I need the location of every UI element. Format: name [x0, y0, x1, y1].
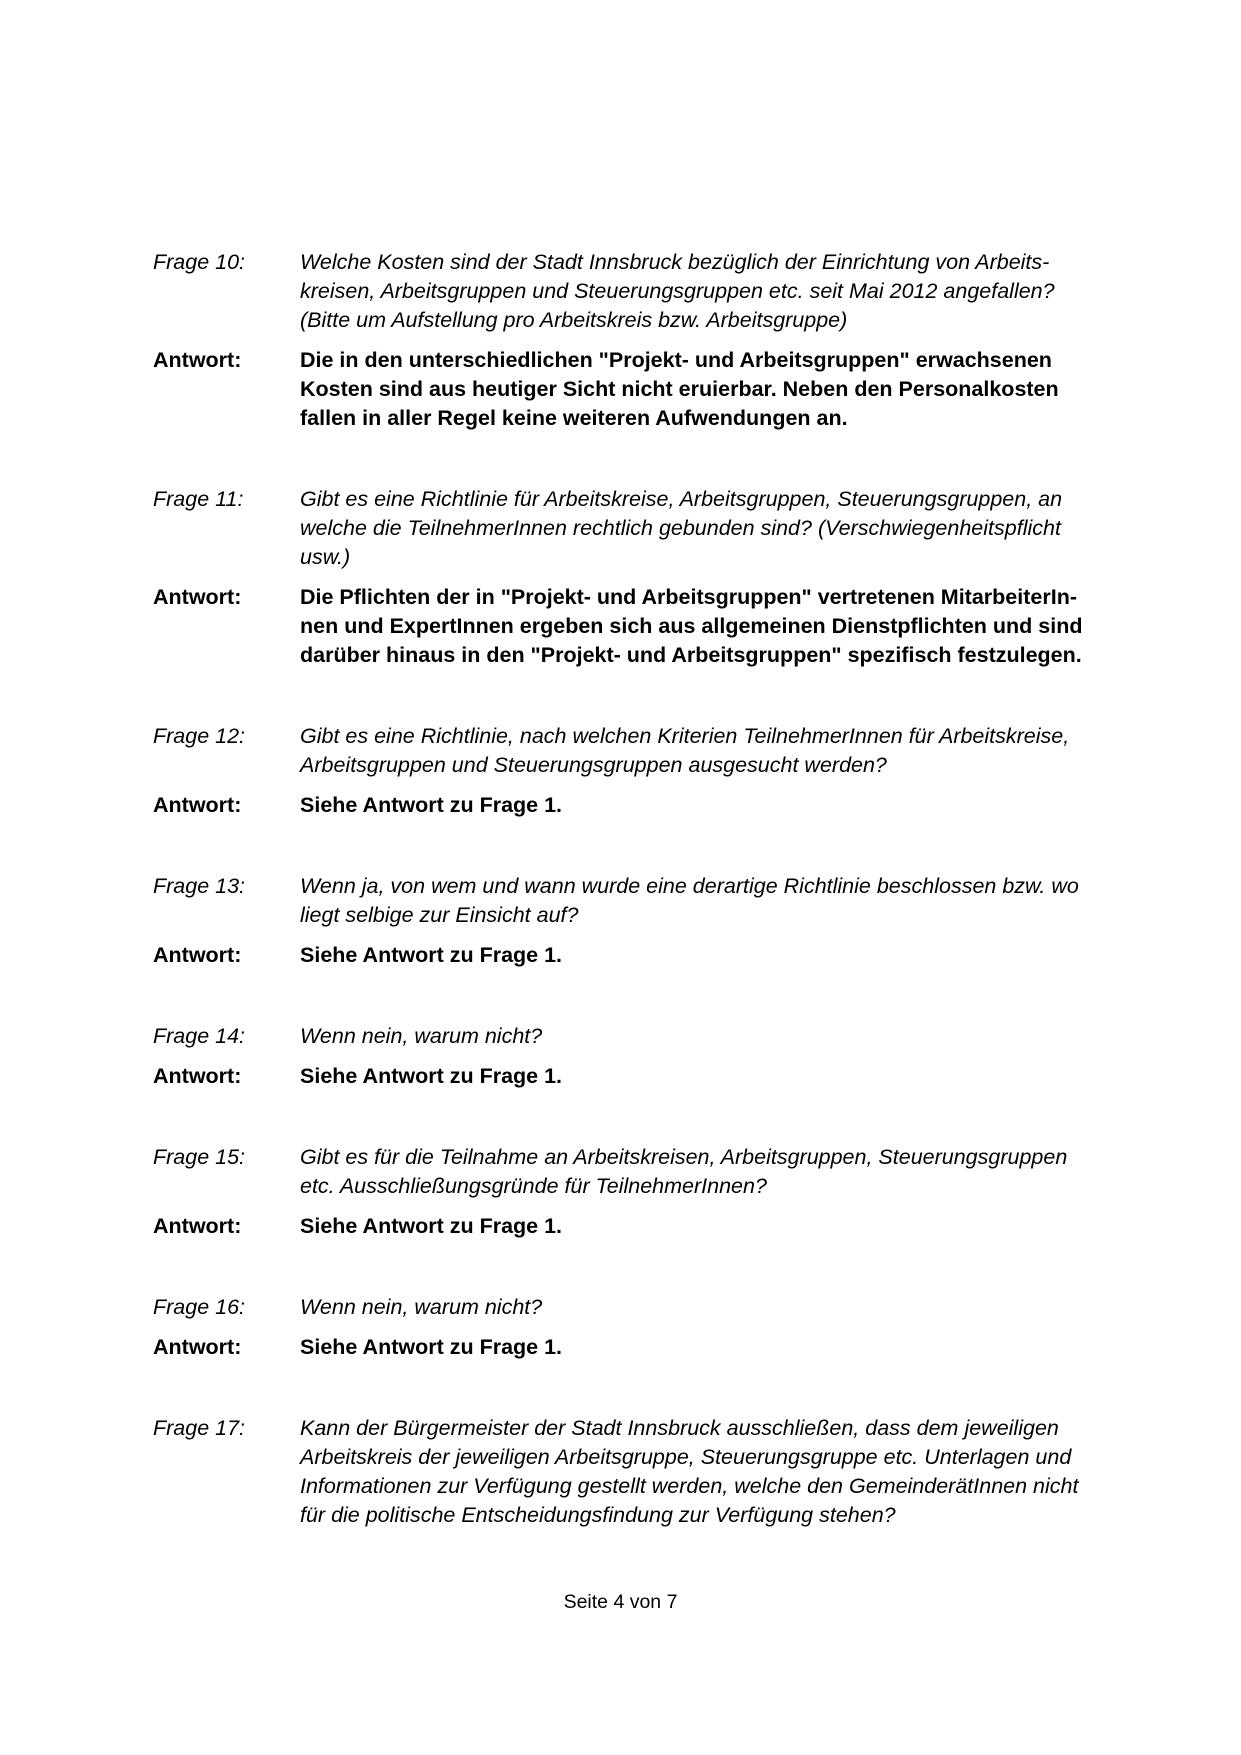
question-text — [300, 1022, 1143, 1051]
question-text — [300, 872, 1143, 930]
question-10 — [153, 248, 1143, 335]
question-line: Wenn nein, warum nicht? — [300, 1295, 543, 1319]
answer-line: nen und ExpertInnen ergeben sich aus allgemeinen Dienstpflichten und sind — [300, 614, 1083, 638]
question-label: Frage 10: — [153, 250, 246, 274]
question-line: Gibt es eine Richtlinie für Arbeitskreise, Arbeitsgruppen, Steuerungsgruppen, an — [300, 487, 1063, 511]
qa-block-10 — [153, 248, 1143, 433]
page-number: Seite 4 von 7 — [563, 1591, 678, 1613]
answer-line: Siehe Antwort zu Frage 1. — [300, 1335, 563, 1359]
question-line: Arbeitskreis der jeweiligen Arbeitsgruppe, Steuerungsgruppe etc. Unterlagen und — [300, 1445, 1072, 1469]
question-text — [300, 722, 1143, 780]
question-line: Gibt es für die Teilnahme an Arbeitskreisen, Arbeitsgruppen, Steuerungsgruppen — [300, 1145, 1068, 1169]
question-line: Welche Kosten sind der Stadt Innsbruck bezüglich der Einrichtung von Arbeits- — [300, 250, 1050, 274]
answer-13 — [153, 941, 1143, 970]
qa-block-13 — [153, 872, 1143, 970]
question-label: Frage 12: — [153, 724, 246, 748]
question-13 — [153, 872, 1143, 930]
answer-12 — [153, 791, 1143, 820]
answer-label: Antwort: — [153, 1064, 242, 1088]
question-11 — [153, 485, 1143, 572]
question-text — [300, 1414, 1143, 1530]
answer-line: Die in den unterschiedlichen "Projekt- und Arbeitsgruppen" erwachsenen — [300, 348, 1052, 372]
answer-10 — [153, 346, 1143, 433]
answer-text — [300, 346, 1143, 433]
question-text — [300, 1143, 1143, 1201]
question-17 — [153, 1414, 1143, 1530]
question-line: Wenn ja, von wem und wann wurde eine derartige Richtlinie beschlossen bzw. wo — [300, 874, 1079, 898]
answer-16 — [153, 1333, 1143, 1362]
answer-text — [300, 1062, 1143, 1091]
answer-line: darüber hinaus in den "Projekt- und Arbeitsgruppen" spezifisch festzulegen. — [300, 643, 1082, 667]
question-16 — [153, 1293, 1143, 1322]
answer-line: Siehe Antwort zu Frage 1. — [300, 943, 563, 967]
qa-block-17 — [153, 1414, 1143, 1530]
question-text — [300, 485, 1143, 572]
answer-line: Siehe Antwort zu Frage 1. — [300, 1214, 563, 1238]
question-label: Frage 13: — [153, 874, 246, 898]
answer-line: Siehe Antwort zu Frage 1. — [300, 1064, 563, 1088]
answer-label: Antwort: — [153, 1335, 242, 1359]
answer-text — [300, 1333, 1143, 1362]
question-line: für die politische Entscheidungsfindung zur Verfügung stehen? — [300, 1503, 896, 1527]
qa-block-14 — [153, 1022, 1143, 1091]
question-14 — [153, 1022, 1143, 1051]
qa-list — [153, 248, 1143, 1582]
question-line: etc. Ausschließungsgründe für TeilnehmerInnen? — [300, 1174, 767, 1198]
answer-label: Antwort: — [153, 943, 242, 967]
question-line: Kann der Bürgermeister der Stadt Innsbruck ausschließen, dass dem jeweiligen — [300, 1416, 1059, 1440]
question-label: Frage 15: — [153, 1145, 246, 1169]
question-15 — [153, 1143, 1143, 1201]
qa-block-11 — [153, 485, 1143, 670]
question-line: Wenn nein, warum nicht? — [300, 1024, 543, 1048]
question-label: Frage 14: — [153, 1024, 246, 1048]
question-line: usw.) — [300, 545, 351, 569]
answer-text — [300, 583, 1143, 670]
answer-label: Antwort: — [153, 1214, 242, 1238]
answer-line: Die Pflichten der in "Projekt- und Arbeitsgruppen" vertretenen MitarbeiterIn- — [300, 585, 1077, 609]
answer-label: Antwort: — [153, 793, 242, 817]
answer-label: Antwort: — [153, 348, 242, 372]
answer-label: Antwort: — [153, 585, 242, 609]
answer-line: fallen in aller Regel keine weiteren Aufwendungen an. — [300, 406, 848, 430]
answer-line: Siehe Antwort zu Frage 1. — [300, 793, 563, 817]
qa-block-16 — [153, 1293, 1143, 1362]
question-12 — [153, 722, 1143, 780]
question-label: Frage 16: — [153, 1295, 246, 1319]
qa-block-15 — [153, 1143, 1143, 1241]
answer-line: Kosten sind aus heutiger Sicht nicht eruierbar. Neben den Personalkosten — [300, 377, 1059, 401]
answer-14 — [153, 1062, 1143, 1091]
answer-text — [300, 941, 1143, 970]
question-text — [300, 248, 1143, 335]
qa-block-12 — [153, 722, 1143, 820]
question-line: (Bitte um Aufstellung pro Arbeitskreis bzw. Arbeitsgruppe) — [300, 308, 848, 332]
question-line: welche die TeilnehmerInnen rechtlich gebunden sind? (Verschwiegenheitspflicht — [300, 516, 1061, 540]
question-line: kreisen, Arbeitsgruppen und Steuerungsgruppen etc. seit Mai 2012 angefallen? — [300, 279, 1055, 303]
question-label: Frage 11: — [153, 487, 244, 511]
answer-11 — [153, 583, 1143, 670]
question-line: Informationen zur Verfügung gestellt werden, welche den GemeinderätInnen nicht — [300, 1474, 1079, 1498]
question-label: Frage 17: — [153, 1416, 246, 1440]
question-text — [300, 1293, 1143, 1322]
question-line: liegt selbige zur Einsicht auf? — [300, 903, 579, 927]
answer-text — [300, 1212, 1143, 1241]
question-line: Arbeitsgruppen und Steuerungsgruppen ausgesucht werden? — [300, 753, 887, 777]
answer-15 — [153, 1212, 1143, 1241]
question-line: Gibt es eine Richtlinie, nach welchen Kriterien TeilnehmerInnen für Arbeitskreise, — [300, 724, 1070, 748]
answer-text — [300, 791, 1143, 820]
